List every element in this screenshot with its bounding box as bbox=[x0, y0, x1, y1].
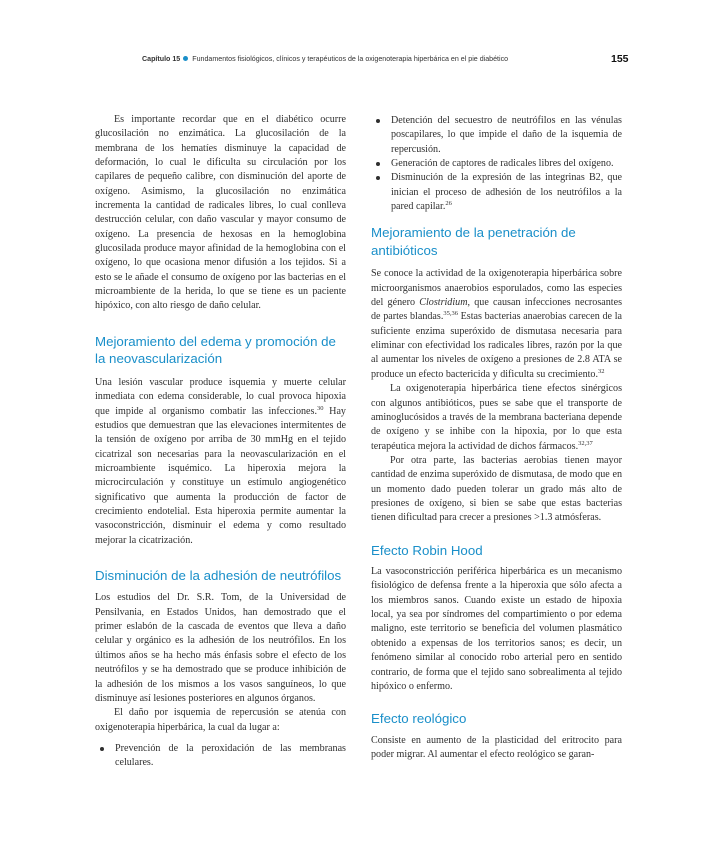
synergy-paragraph bbox=[371, 382, 622, 454]
antibiotics-text: Se conoce la actividad de la oxigenoterapia hiperbárica sobre microorganismos anaerobios esporulados, como las especies del género bbox=[371, 268, 622, 309]
antibiotics-text: , que causan infecciones necrosantes de partes blandas. bbox=[371, 297, 622, 323]
robin-hood-paragraph: La vasoconstricción periférica hiperbárica es un mecanismo fisiológico de defensa frente a la hiperoxia que sólo afecta a los miembros sanos. Cuando existe un estado de hipoxia local, ya sea por síndromes del compartimiento o por edema maligno, este territorio se beneficia del volumen plasmático obtenido a expensas de los territorios sanos; es decir, un fenómeno similar al conocido robo arterial pero en sentido contrario, de forma que el tejido sano sobrealimenta al tejido hipóxico o enfermo. bbox=[371, 566, 622, 692]
left-column bbox=[95, 113, 346, 771]
antibiotics-text: Estas bacterias anaerobias carecen de la suficiente enzima superóxido de dismutasa necesaria para eliminar con efectividad los radicales libres, razón por la que al aumentar los niveles de oxígeno a presiones de 2.8 ATA se produce un efecto bactericida y dificulta su crecimiento. bbox=[371, 311, 622, 380]
adhesion-paragraph: Los estudios del Dr. S.R. Tom, de la Universidad de Pensilvania, en Estados Unidos, han demostrado que el primer eslabón de la cascada de eventos que lleva a daño celular y orgánico es la adhesión de los neutrófilos. En los últimos años se ha hecho más énfasis sobre el efecto de los neutrófilos y se ha demostrado que se produce inhibición de la adhesión de los mismos a los vasos sanguíneos, lo que disminuye así lesiones posteriores en algunos órganos. bbox=[95, 592, 346, 704]
list-item bbox=[371, 171, 622, 214]
synergy-text: La oxigenoterapia hiperbárica tiene efectos sinérgicos con algunos antibióticos, pues se sabe que el transporte de aminoglucósidos a través de la membrana bacteriana depende de oxígeno y se inhibe con la hipoxia, por lo que esta terapéutica mejora la actividad de dichos fármacos. bbox=[371, 383, 622, 452]
intro-paragraph: Es importante recordar que en el diabético ocurre glucosilación no enzimática. La glucosilación de la membrana de los hematíes disminuye la capacidad de deformación, lo cual le dificulta su circulación por los capilares de pequeño calibre, con disminución del aporte de oxígeno. Asimismo, la glucosilación no enzimática incrementa la cantidad de radicales libres, lo cual conlleva destrucción celular, con daño vascular y mayor consumo de oxígeno. La presencia de hexosas en la hemoglobina glucosilada produce mayor afinidad de la hemoglobina con el oxígeno, lo que ocasiona menor difusión a los tejidos. Si a esto se le añade el consumo de oxígeno por las bacterias en el microambiente de la herida, lo que se tiene es un paciente hipóxico, con alto riesgo de daño celular. bbox=[95, 114, 346, 312]
antibiotics-paragraph bbox=[371, 267, 622, 382]
edema-text-continued: Hay estudios que demuestran que las elevaciones intermitentes de la tensión de oxígeno por arriba de 30 mmHg en el tejido cicatrizal son necesarias para la neovascularización en el microambiente isquémico. La hiperoxia mejora la microcirculación y constituye un estímulo angiogenético significativo que aumenta la producción de factor de crecimiento endotelial. Esta hiperoxia permite aumentar la vasoconstricción, disminuir el edema y como resultado mejorar la cicatrización. bbox=[95, 405, 346, 546]
reference-superscript: 26 bbox=[445, 200, 452, 208]
bullet-list bbox=[95, 742, 346, 771]
list-item: Prevención de la peroxidación de las membranas celulares. bbox=[95, 742, 346, 771]
section-heading-edema: Mejoramiento del edema y promoción de la neovascularización bbox=[95, 333, 336, 367]
bullet-dot-icon bbox=[183, 56, 188, 61]
section-heading-robin-hood: Efecto Robin Hood bbox=[371, 542, 483, 558]
running-head bbox=[0, 52, 714, 72]
reference-superscript: 35,36 bbox=[443, 310, 458, 318]
bullet-list bbox=[371, 114, 622, 214]
list-item: Generación de captores de radicales libres del oxígeno. bbox=[371, 157, 622, 171]
right-column bbox=[371, 114, 622, 762]
edema-paragraph bbox=[95, 376, 346, 548]
rheology-paragraph: Consiste en aumento de la plasticidad del eritrocito para poder migrar. Al aumentar el efecto reológico se garan- bbox=[371, 734, 622, 761]
chapter-title: Fundamentos fisiológicos, clínicos y terapéuticos de la oxigenoterapia hiperbárica en el pie diabético bbox=[192, 55, 509, 63]
section-heading-antibiotics: Mejoramiento de la penetración de antibióticos bbox=[371, 225, 576, 258]
reperfusion-paragraph: El daño por isquemia de repercusión se atenúa con oxigenoterapia hiperbárica, la cual da lugar a: bbox=[95, 707, 346, 733]
section-heading-rheology: Efecto reológico bbox=[371, 711, 467, 727]
section-heading-adhesion: Disminución de la adhesión de neutrófilos bbox=[95, 567, 342, 583]
chapter-label: Capítulo 15 bbox=[142, 55, 181, 63]
running-head-text bbox=[142, 55, 622, 63]
aerobic-paragraph: Por otra parte, las bacterias aerobias tienen mayor cantidad de enzima superóxido de dismutasa, de modo que en un momento dado pueden tolerar un grado más alto de presiones de oxígeno, si bien se sabe que estas bacterias tienen dificultad para crecer a presiones >1.3 atmósferas. bbox=[371, 454, 622, 524]
list-item-text: Disminución de la expresión de las integrinas B2, que inician el proceso de adhesión de los neutrófilos a la pared capilar. bbox=[391, 172, 622, 213]
edema-text: Una lesión vascular produce isquemia y muerte celular inmediata con edema considerable, lo cual provoca hipoxia que impide al organismo combatir las infecciones. bbox=[95, 376, 346, 417]
list-item: Detención del secuestro de neutrófilos en las vénulas poscapilares, lo que impide el daño de la isquemia de repercusión. bbox=[371, 114, 622, 157]
genus-name: Clostridium bbox=[419, 297, 468, 309]
reference-superscript: 30 bbox=[316, 404, 324, 412]
page-number: 155 bbox=[611, 53, 629, 65]
reference-superscript: 32,37 bbox=[578, 439, 593, 447]
reference-superscript: 32 bbox=[598, 367, 605, 375]
